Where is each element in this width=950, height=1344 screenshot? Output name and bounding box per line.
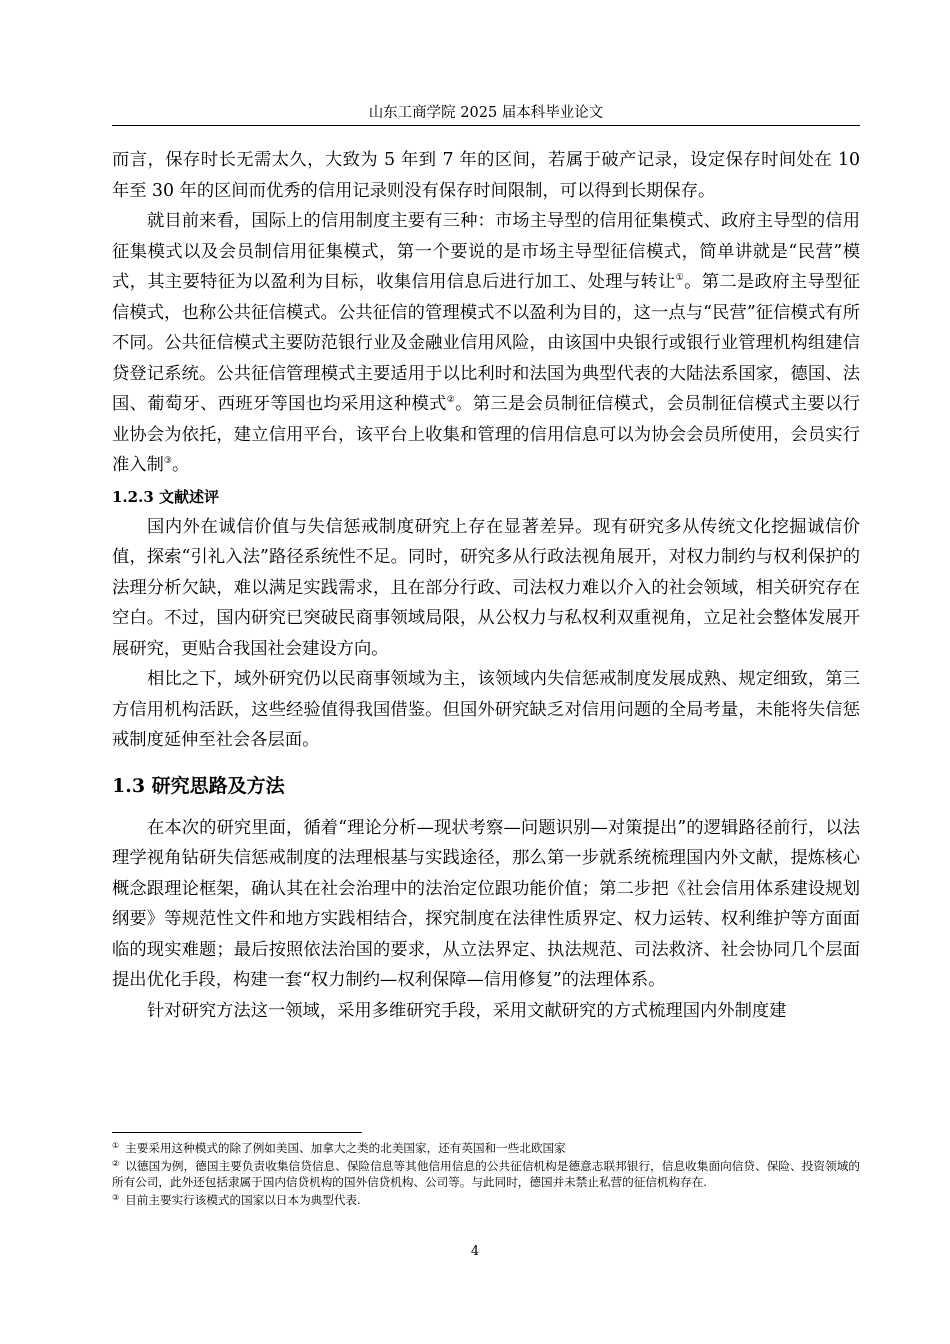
footnote-mark-2: ②	[112, 1159, 120, 1168]
paragraph-2-part-d: 。	[171, 455, 190, 475]
footnote-mark-3: ③	[112, 1193, 120, 1202]
page-body	[112, 145, 860, 1026]
heading-1-2-3: 1.2.3 文献述评	[112, 487, 219, 506]
footnote-2	[112, 1156, 860, 1190]
footnote-ref-1[interactable]: ①	[675, 273, 685, 283]
paragraph-6: 针对研究方法这一领域，采用多维研究手段，采用文献研究的方式梳理国内外制度建	[147, 1000, 787, 1021]
footnote-mark-1: ①	[112, 1141, 120, 1150]
footnote-3	[112, 1190, 860, 1208]
heading-1-3: 1.3 研究思路及方法	[112, 774, 285, 797]
paragraph-4: 相比之下，域外研究仍以民商事领域为主，该领域内失信惩戒制度发展成熟、规定细致，第三方信用机构活跃，这些经验值得我国借鉴。但国外研究缺乏对信用问题的全局考量，未能将失信惩戒制度延伸至社会各层面。	[112, 669, 860, 750]
page-header: 山东工商学院 2025 届本科毕业论文	[368, 105, 604, 121]
paragraph-1: 而言，保存时长无需太久，大致为 5 年到 7 年的区间，若属于破产记录，设定保存时间处在 10 年至 30 年的区间而优秀的信用记录则没有保存时间限制，可以得到长期保存。	[112, 150, 860, 201]
paragraph-2-part-a: 就目前来看，国际上的信用制度主要有三种：市场主导型的信用征集模式、政府主导型的信用征集模式以及会员制信用征集模式，第一个要说的是市场主导型征信模式，简单讲就是“民营”模式，其主要特征为以盈利为目标，收集信用信息后进行加工、处理与转让	[112, 211, 860, 292]
page-number: 4	[470, 1244, 480, 1259]
paragraph-5: 在本次的研究里面，循着“理论分析—现状考察—问题识别—对策提出”的逻辑路径前行，以法理学视角钻研失信惩戒制度的法理根基与实践途径，那么第一步就系统梳理国内外文献，提炼核心概念跟理论框架，确认其在社会治理中的法治定位跟功能价值；第二步把《社会信用体系建设规划纲要》等规范性文件和地方实践相结合，探究制度在法律性质界定、权力运转、权利维护等方面面临的现实难题；最后按照依法治国的要求，从立法界定、执法规范、司法救济、社会协同几个层面提出优化手段，构建一套“权力制约—权利保障—信用修复”的法理体系。	[112, 817, 860, 990]
footnote-text-2: 以德国为例，德国主要负责收集信贷信息、保险信息等其他信用信息的公共征信机构是德意志联邦银行，信息收集面向信贷、保险、投资领域的所有公司，此外还包括隶属于国内信贷机构的国外信贷机构、公司等。与此同时，德国并未禁止私营的征信机构存在.	[112, 1159, 860, 1189]
header-rule	[112, 125, 860, 126]
paragraph-2-part-b: 。第二是政府主导型征信模式，也称公共征信模式。公共征信的管理模式不以盈利为目的，这一点与“民营”征信模式有所不同。公共征信模式主要防范银行业及金融业信用风险，由该国中央银行或银行业管理机构组建信贷登记系统。公共征信管理模式主要适用于以比利时和法国为典型代表的大陆法系国家，德国、法国、葡萄牙、西班牙等国也均采用这种模式	[112, 272, 860, 414]
footnote-ref-2[interactable]: ②	[446, 395, 456, 405]
footnotes	[112, 1138, 860, 1208]
paragraph-2	[112, 206, 860, 481]
paragraph-2-part-c: 。第三是会员制征信模式，会员制征信模式主要以行业协会为依托，建立信用平台，该平台上收集和管理的信用信息可以为协会会员所使用，会员实行准入制	[112, 394, 860, 475]
footnote-1	[112, 1138, 860, 1156]
footnote-text-1: 主要采用这种模式的除了例如美国、加拿大之类的北美国家，还有英国和一些北欧国家	[125, 1141, 566, 1155]
paragraph-3: 国内外在诚信价值与失信惩戒制度研究上存在显著差异。现有研究多从传统文化挖掘诚信价值，探索“引礼入法”路径系统性不足。同时，研究多从行政法视角展开，对权力制约与权利保护的法理分析欠缺，难以满足实践需求，且在部分行政、司法权力难以介入的社会领域，相关研究存在空白。不过，国内研究已突破民商事领域局限，从公权力与私权利双重视角，立足社会整体发展开展研究，更贴合我国社会建设方向。	[112, 516, 860, 659]
footnote-text-3: 目前主要实行该模式的国家以日本为典型代表.	[125, 1193, 361, 1207]
footnote-rule	[112, 1132, 362, 1133]
footnote-ref-3[interactable]: ③	[163, 456, 172, 466]
